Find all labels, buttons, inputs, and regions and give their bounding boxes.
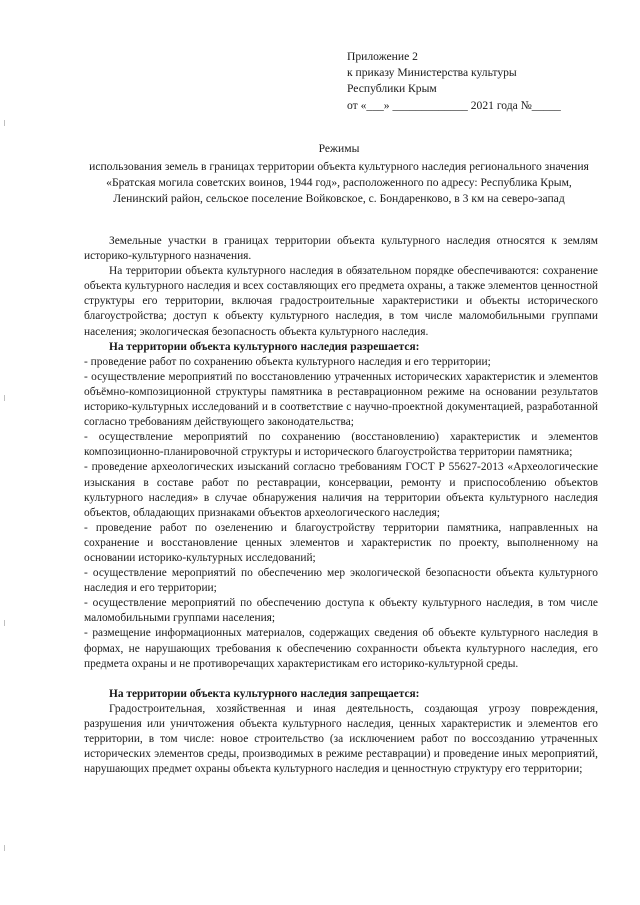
allowed-item: - осуществление мероприятий по обеспечению мер экологической безопасности объекта культурного наследия и его территории;	[84, 567, 598, 595]
paragraph-land-category: Земельные участки в границах территории объекта культурного наследия относятся к землям историко-культурного назначения.	[84, 235, 598, 263]
forbidden-heading: На территории объекта культурного наследия запрещается:	[109, 687, 420, 700]
allowed-item: - размещение информационных материалов, содержащих сведения об объекте культурного наследия в формах, не нарушающих требования к обеспечению сохранности объекта культурного наследия, его предмета охраны и не противоречащих характеристикам его историко-культурной среды.	[84, 627, 598, 670]
scan-margin-mark	[4, 395, 5, 401]
appendix-line: к приказу Министерства культуры	[347, 66, 517, 80]
appendix-header	[347, 49, 607, 114]
document-title-block	[80, 141, 598, 207]
appendix-line: Республики Крым	[347, 82, 437, 96]
section-spacer	[84, 672, 598, 687]
allowed-item: - проведение работ по озеленению и благоустройству территории памятника, направленных на сохранение и восстановление ценных элементов и характеристик по проекту, выполненному на основании историко-культурных исследований;	[84, 521, 598, 564]
document-title: Режимы	[318, 142, 360, 155]
allowed-item: - проведение археологических изысканий согласно требованиям ГОСТ Р 55627-2013 «Археологические изыскания в составе работ по реставрации, консервации, ремонту и приспособлению объектов культурного наследия» в случае обнаружения наличия на территории объекта культурного наследия объектов, обладающих признаками объектов археологического наследия;	[84, 461, 598, 519]
allowed-heading: На территории объекта культурного наследия разрешается:	[109, 340, 420, 353]
scan-margin-mark	[4, 845, 5, 851]
allowed-item: - осуществление мероприятий по обеспечению доступа к объекту культурного наследия, в том числе маломобильными группами населения;	[84, 597, 598, 625]
allowed-item: - проведение работ по сохранению объекта культурного наследия и его территории;	[84, 355, 491, 368]
document-subtitle: использования земель в границах территории объекта культурного наследия регионального значения «Братская могила советских воинов, 1944 год», расположенного по адресу: Республика Крым, Ленинский район, сельское поселение Войковское, с. Бондаренково, в 3 км на северо-запад	[89, 160, 589, 205]
document-body	[84, 234, 598, 777]
allowed-item: - осуществление мероприятий по сохранению (восстановлению) характеристик и элементов композиционно-планировочной структуры и исторического благоустройства территории памятника;	[84, 431, 598, 459]
appendix-line: Приложение 2	[347, 50, 418, 63]
appendix-date-line: от «___» _____________ 2021 года №_____	[347, 98, 561, 112]
scan-margin-mark	[4, 620, 5, 626]
allowed-item: - осуществление мероприятий по восстановлению утраченных исторических характеристик и элементов объёмно-композиционной структуры памятника в реставрационном режиме на основании результатов историко-культурных исследований и в соответствие с научно-проектной документацией, разработанной согласно требованиям действующего законодательства;	[84, 370, 598, 429]
paragraph-obligations: На территории объекта культурного наследия в обязательном порядке обеспечиваются: сохранение объекта культурного наследия и всех составляющих его предмета охраны, а также элементов ценностной структуры его территории, включая градостроительные характеристики и объекты исторического благоустройства; доступ к объекту культурного наследия, в том числе маломобильными группами населения; экологическая безопасность объекта культурного наследия.	[84, 265, 598, 338]
paragraph-forbidden: Градостроительная, хозяйственная и иная деятельность, создающая угрозу повреждения, разрушения или уничтожения объекта культурного наследия, ценных характеристик и элементов его территории, в том числе: новое строительство (за исключением работ по воссозданию утраченных исторических элементов среды, производимых в режиме реставрации) и проведение иных мероприятий, нарушающих предмет охраны объекта культурного наследия и ценностную структуру его территории;	[84, 702, 598, 776]
scan-margin-mark	[4, 120, 5, 126]
